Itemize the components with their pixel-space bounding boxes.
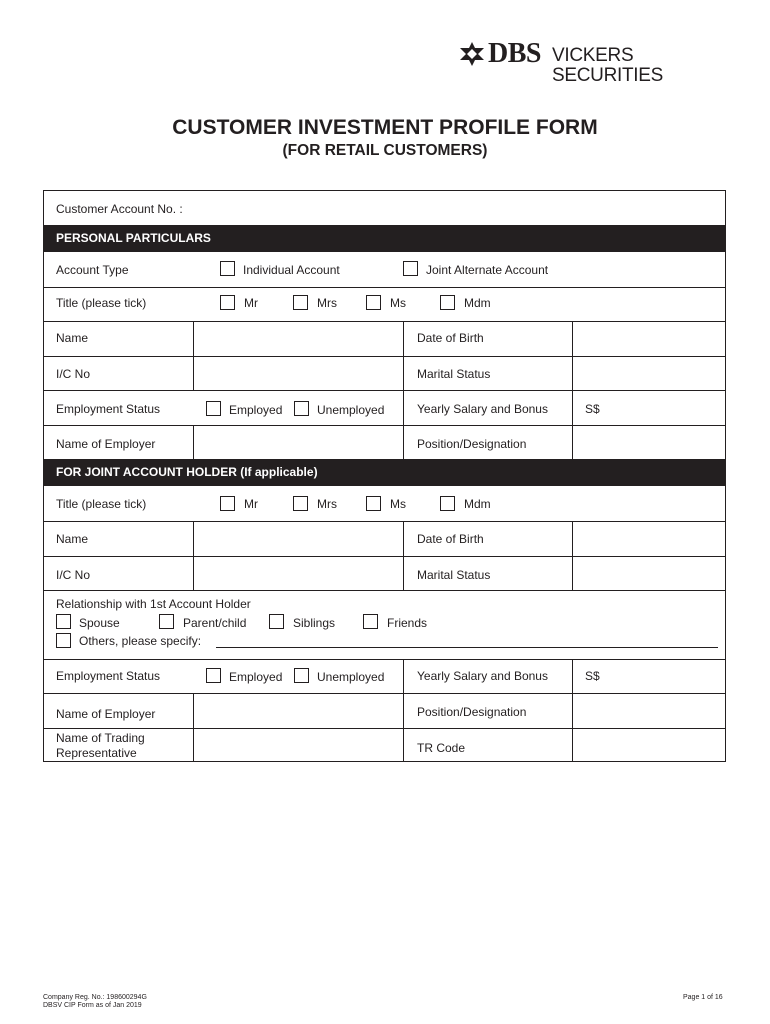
employer-field[interactable] [194,426,403,459]
individual-account-checkbox[interactable] [220,261,235,276]
position-field[interactable] [573,426,725,459]
col-divider [193,321,194,390]
individual-account-label: Individual Account [243,263,340,277]
marital-label: Marital Status [417,367,491,381]
joint-position-label: Position/Designation [417,705,527,719]
account-no-field[interactable] [194,195,714,221]
title-label: Title (please tick) [56,296,147,310]
logo-text: VICKERS SECURITIES [552,45,664,86]
name-field[interactable] [194,322,403,356]
joint-title-mdm-checkbox[interactable] [440,496,455,511]
joint-ic-label: I/C No [56,568,91,582]
col-divider [572,659,573,761]
company-reg-no: Company Reg. No.: 198600294G [43,994,147,1001]
title-ms-label: Ms [390,296,406,310]
employed-label: Employed [229,403,283,417]
joint-title-ms-checkbox[interactable] [366,496,381,511]
joint-employer-label: Name of Employer [56,707,156,721]
row-divider [44,659,725,660]
joint-title-mr-label: Mr [244,497,258,511]
relationship-parent-label: Parent/child [183,616,247,630]
row-divider [44,590,725,591]
form-version: DBSV CIP Form as of Jan 2019 [43,1002,142,1009]
dob-field[interactable] [573,322,725,356]
dob-label: Date of Birth [417,331,484,345]
relationship-siblings-checkbox[interactable] [269,614,284,629]
investment-profile-form [43,190,726,762]
employment-label: Employment Status [56,402,161,416]
account-no-label: Customer Account No. : [56,202,183,216]
ic-field[interactable] [194,357,403,390]
tr-code-field[interactable] [573,729,725,761]
relationship-spouse-checkbox[interactable] [56,614,71,629]
joint-title-mrs-label: Mrs [317,497,337,511]
joint-unemployed-label: Unemployed [317,670,385,684]
joint-ic-field[interactable] [194,557,403,590]
joint-title-ms-label: Ms [390,497,406,511]
tr-code-label: TR Code [417,741,466,755]
dbs-star-logo-icon [460,42,484,66]
joint-title-mr-checkbox[interactable] [220,496,235,511]
title-mr-label: Mr [244,296,258,310]
unemployed-label: Unemployed [317,403,385,417]
col-divider [193,425,194,459]
joint-dob-field[interactable] [573,522,725,556]
joint-holder-header: FOR JOINT ACCOUNT HOLDER (If applicable) [44,459,725,486]
name-label: Name [56,331,89,345]
joint-name-field[interactable] [194,522,403,556]
col-divider [403,521,404,590]
joint-account-label: Joint Alternate Account [426,263,549,277]
col-divider [193,521,194,590]
relationship-parent-checkbox[interactable] [159,614,174,629]
form-subtitle: (FOR RETAIL CUSTOMERS) [282,142,488,159]
personal-particulars-header: PERSONAL PARTICULARS [44,225,725,252]
dbs-vickers-logo [460,38,730,86]
ic-label: I/C No [56,367,91,381]
unemployed-checkbox[interactable] [294,401,309,416]
title-mdm-checkbox[interactable] [440,295,455,310]
row-divider [44,287,725,288]
joint-position-field[interactable] [573,694,725,728]
joint-salary-label: Yearly Salary and Bonus [417,669,548,683]
joint-marital-field[interactable] [573,557,725,590]
relationship-others-label: Others, please specify: [79,634,202,648]
joint-account-checkbox[interactable] [403,261,418,276]
relationship-friends-checkbox[interactable] [363,614,378,629]
employer-label: Name of Employer [56,437,156,451]
joint-employment-label: Employment Status [56,669,161,683]
joint-employer-field[interactable] [194,694,403,728]
joint-dob-label: Date of Birth [417,532,484,546]
marital-field[interactable] [573,357,725,390]
joint-marital-label: Marital Status [417,568,491,582]
trading-rep-label-line2: Representative [56,746,137,760]
joint-title-mdm-label: Mdm [464,497,491,511]
row-divider [44,390,725,391]
joint-unemployed-checkbox[interactable] [294,668,309,683]
col-divider [572,321,573,459]
logo-brand: DBS [488,38,541,69]
position-label: Position/Designation [417,437,527,451]
title-mrs-label: Mrs [317,296,337,310]
others-specify-field[interactable] [216,647,718,648]
page-number: Page 1 of 16 [683,994,723,1001]
col-divider [403,659,404,761]
relationship-spouse-label: Spouse [79,616,120,630]
trading-rep-label-line1: Name of Trading [56,731,145,745]
relationship-label: Relationship with 1st Account Holder [56,597,251,611]
joint-title-mrs-checkbox[interactable] [293,496,308,511]
joint-employed-label: Employed [229,670,283,684]
trading-rep-field[interactable] [194,729,403,761]
joint-salary-currency: S$ [585,669,600,683]
title-ms-checkbox[interactable] [366,295,381,310]
col-divider [572,521,573,590]
title-mrs-checkbox[interactable] [293,295,308,310]
salary-label: Yearly Salary and Bonus [417,402,548,416]
form-title: CUSTOMER INVESTMENT PROFILE FORM [172,116,598,139]
joint-name-label: Name [56,532,89,546]
relationship-friends-label: Friends [387,616,428,630]
col-divider [403,321,404,459]
relationship-others-checkbox[interactable] [56,633,71,648]
salary-currency: S$ [585,402,600,416]
employed-checkbox[interactable] [206,401,221,416]
title-mdm-label: Mdm [464,296,491,310]
title-mr-checkbox[interactable] [220,295,235,310]
col-divider [193,693,194,761]
relationship-siblings-label: Siblings [293,616,336,630]
joint-title-label: Title (please tick) [56,497,147,511]
joint-employed-checkbox[interactable] [206,668,221,683]
account-type-label: Account Type [56,263,129,277]
